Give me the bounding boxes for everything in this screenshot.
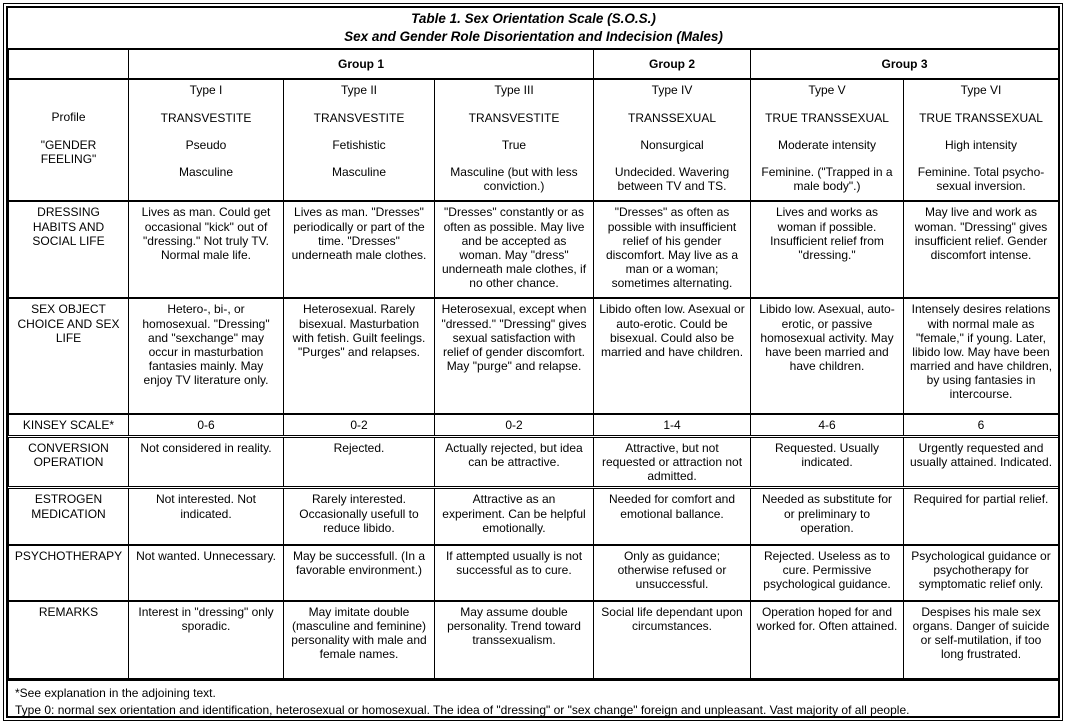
row-header-profile [9, 79, 129, 201]
table-cell: Heterosexual. Rarely bisexual. Masturbation with fetish. Guilt feelings. "Purges" and relapses. [284, 298, 435, 414]
row-header-conversion-operation: CONVERSION OPERATION [9, 436, 129, 487]
type-feeling: Masculine (but with less conviction.) [450, 164, 578, 194]
table-cell: Libido low. Asexual, auto-erotic, or passive homosexual activity. May have been married and have children. [751, 298, 904, 414]
profile-cell-type-6 [904, 79, 1059, 201]
profile-label: Profile [51, 110, 86, 125]
table-cell: Only as guidance; otherwise refused or unsuccessful. [594, 545, 751, 601]
table-cell: Required for partial relief. [904, 488, 1059, 545]
type-feeling: Undecided. Wavering between TV and TS. [614, 164, 730, 194]
group-header-empty-cell [9, 49, 129, 79]
type-feeling: Masculine [331, 164, 387, 179]
estrogen-medication-row [9, 488, 1059, 545]
type-label: Type VI [960, 83, 1002, 98]
table-cell: Intensely desires relations with normal male as "female," if young. Later, libido low. May have been married and have children, by using fantasies in intercourse. [904, 298, 1059, 414]
type-category: TRANSVESTITE [160, 110, 252, 125]
table-cell: 1-4 [594, 414, 751, 436]
table-cell: Heterosexual, except when "dressed." "Dressing" gives sexual satisfaction with relief of gender discomfort. May "purge" and relapse. [435, 298, 594, 414]
profile-cell-type-1 [129, 79, 284, 201]
group-header-row [9, 49, 1059, 79]
type-category: TRANSVESTITE [468, 110, 560, 125]
table-cell: Despises his male sex organs. Danger of suicide or self-mutilation, if too long frustrated. [904, 601, 1059, 679]
sex-object-choice-row [9, 298, 1059, 414]
table-cell: 4-6 [751, 414, 904, 436]
dressing-habits-row [9, 201, 1059, 298]
table-cell: May live and work as woman. "Dressing" gives insufficient relief. Gender discomfort intense. [904, 201, 1059, 298]
profile-row [9, 79, 1059, 201]
type-category: TRUE TRANSSEXUAL [765, 110, 889, 125]
table-cell: Rarely interested. Occasionally usefull to reduce libido. [284, 488, 435, 545]
sex-orientation-scale-table [8, 8, 1059, 679]
kinsey-scale-row [9, 414, 1059, 436]
profile-cell-type-2 [284, 79, 435, 201]
table-cell: Rejected. Useless as to cure. Permissive psychological guidance. [751, 545, 904, 601]
row-header-remarks: REMARKS [9, 601, 129, 679]
table-border-frame [6, 6, 1060, 718]
row-header-estrogen-medication: ESTROGEN MEDICATION [9, 488, 129, 545]
table-cell: 0-2 [435, 414, 594, 436]
psychotherapy-row [9, 545, 1059, 601]
row-header-kinsey-scale: KINSEY SCALE* [9, 414, 129, 436]
group-3-header: Group 3 [751, 49, 1059, 79]
table-cell: Not interested. Not indicated. [129, 488, 284, 545]
type-variant: Moderate intensity [777, 137, 877, 152]
table-title-line-1: Table 1. Sex Orientation Scale (S.O.S.) [411, 11, 656, 26]
type-category: TRANSSEXUAL [627, 110, 717, 125]
type-variant: True [501, 137, 527, 152]
table-cell: Interest in "dressing" only sporadic. [129, 601, 284, 679]
table-cell: Needed for comfort and emotional ballance. [594, 488, 751, 545]
type-variant: High intensity [944, 137, 1018, 152]
type-label: Type II [340, 83, 378, 98]
table-cell: 6 [904, 414, 1059, 436]
table-cell: Needed as substitute for or preliminary to operation. [751, 488, 904, 545]
table-cell: 0-6 [129, 414, 284, 436]
type-feeling: Feminine. ("Trapped in a male body".) [761, 164, 893, 194]
table-cell: Psychological guidance or psychotherapy for symptomatic relief only. [904, 545, 1059, 601]
footnotes-section [8, 679, 1058, 721]
table-cell: Lives as man. "Dresses" periodically or part of the time. "Dresses" underneath male clothes. [284, 201, 435, 298]
conversion-operation-row [9, 436, 1059, 487]
group-2-header: Group 2 [594, 49, 751, 79]
table-cell: Requested. Usually indicated. [751, 436, 904, 487]
table-cell: May imitate double (masculine and feminine) personality with male and female names. [284, 601, 435, 679]
gender-feeling-label: "GENDER FEELING" [40, 137, 97, 166]
table-cell: Not wanted. Unnecessary. [129, 545, 284, 601]
table-cell: Attractive, but not requested or attraction not admitted. [594, 436, 751, 487]
type-variant: Fetishistic [332, 137, 386, 152]
table-cell: Urgently requested and usually attained. Indicated. [904, 436, 1059, 487]
table-cell: "Dresses" as often as possible with insufficient relief of his gender discomfort. May live as a man or a woman; sometimes alternating. [594, 201, 751, 298]
footnote-asterisk: *See explanation in the adjoining text. [15, 686, 216, 701]
profile-cell-type-4 [594, 79, 751, 201]
type-label: Type IV [651, 83, 693, 98]
table-cell: If attempted usually is not successful as to cure. [435, 545, 594, 601]
table-cell: May be successfull. (In a favorable environment.) [284, 545, 435, 601]
table-cell: May assume double personality. Trend toward transsexualism. [435, 601, 594, 679]
table-cell: Social life dependant upon circumstances. [594, 601, 751, 679]
table-title-row [9, 8, 1059, 49]
type-feeling: Masculine [178, 164, 234, 179]
table-cell: Actually rejected, but idea can be attractive. [435, 436, 594, 487]
type-label: Type III [494, 83, 534, 98]
table-cell: Not considered in reality. [129, 436, 284, 487]
type-variant: Pseudo [185, 137, 227, 152]
table-cell: Attractive as an experiment. Can be helpful emotionally. [435, 488, 594, 545]
type-variant: Nonsurgical [640, 137, 704, 152]
row-header-psychotherapy: PSYCHOTHERAPY [9, 545, 129, 601]
table-title-cell [9, 8, 1059, 49]
table-cell: Rejected. [284, 436, 435, 487]
table-cell: Libido often low. Asexual or auto-erotic. Could be bisexual. Could also be married and have children. [594, 298, 751, 414]
table-title-line-2: Sex and Gender Role Disorientation and Indecision (Males) [344, 29, 723, 45]
type-category: TRUE TRANSSEXUAL [919, 110, 1043, 125]
row-header-dressing-habits: DRESSING HABITS AND SOCIAL LIFE [9, 201, 129, 298]
table-cell: Operation hoped for and worked for. Often attained. [751, 601, 904, 679]
remarks-row [9, 601, 1059, 679]
table-cell: 0-2 [284, 414, 435, 436]
row-header-sex-object-choice: SEX OBJECT CHOICE AND SEX LIFE [9, 298, 129, 414]
type-category: TRANSVESTITE [313, 110, 405, 125]
table-cell: Lives as man. Could get occasional "kick" out of "dressing." Not truly TV. Normal male life. [129, 201, 284, 298]
type-feeling: Feminine. Total psycho-sexual inversion. [917, 164, 1045, 194]
outer-border-frame [3, 3, 1063, 721]
type-label: Type I [189, 83, 223, 98]
table-cell: Hetero-, bi-, or homosexual. "Dressing" and "sexchange" may occur in masturbation fantasies mainly. May enjoy TV literature only. [129, 298, 284, 414]
profile-cell-type-5 [751, 79, 904, 201]
footnote-type-0: Type 0: normal sex orientation and identification, heterosexual or homosexual. The idea of "dressing" or "sex change" foreign and unpleasant. Vast majority of all people. [15, 702, 910, 717]
table-cell: Lives and works as woman if possible. Insufficient relief from "dressing." [751, 201, 904, 298]
group-1-header: Group 1 [129, 49, 594, 79]
type-label: Type V [808, 83, 846, 98]
profile-cell-type-3 [435, 79, 594, 201]
table-cell: "Dresses" constantly or as often as possible. May live and be accepted as woman. May "dress" underneath male clothes, if no other chance. [435, 201, 594, 298]
